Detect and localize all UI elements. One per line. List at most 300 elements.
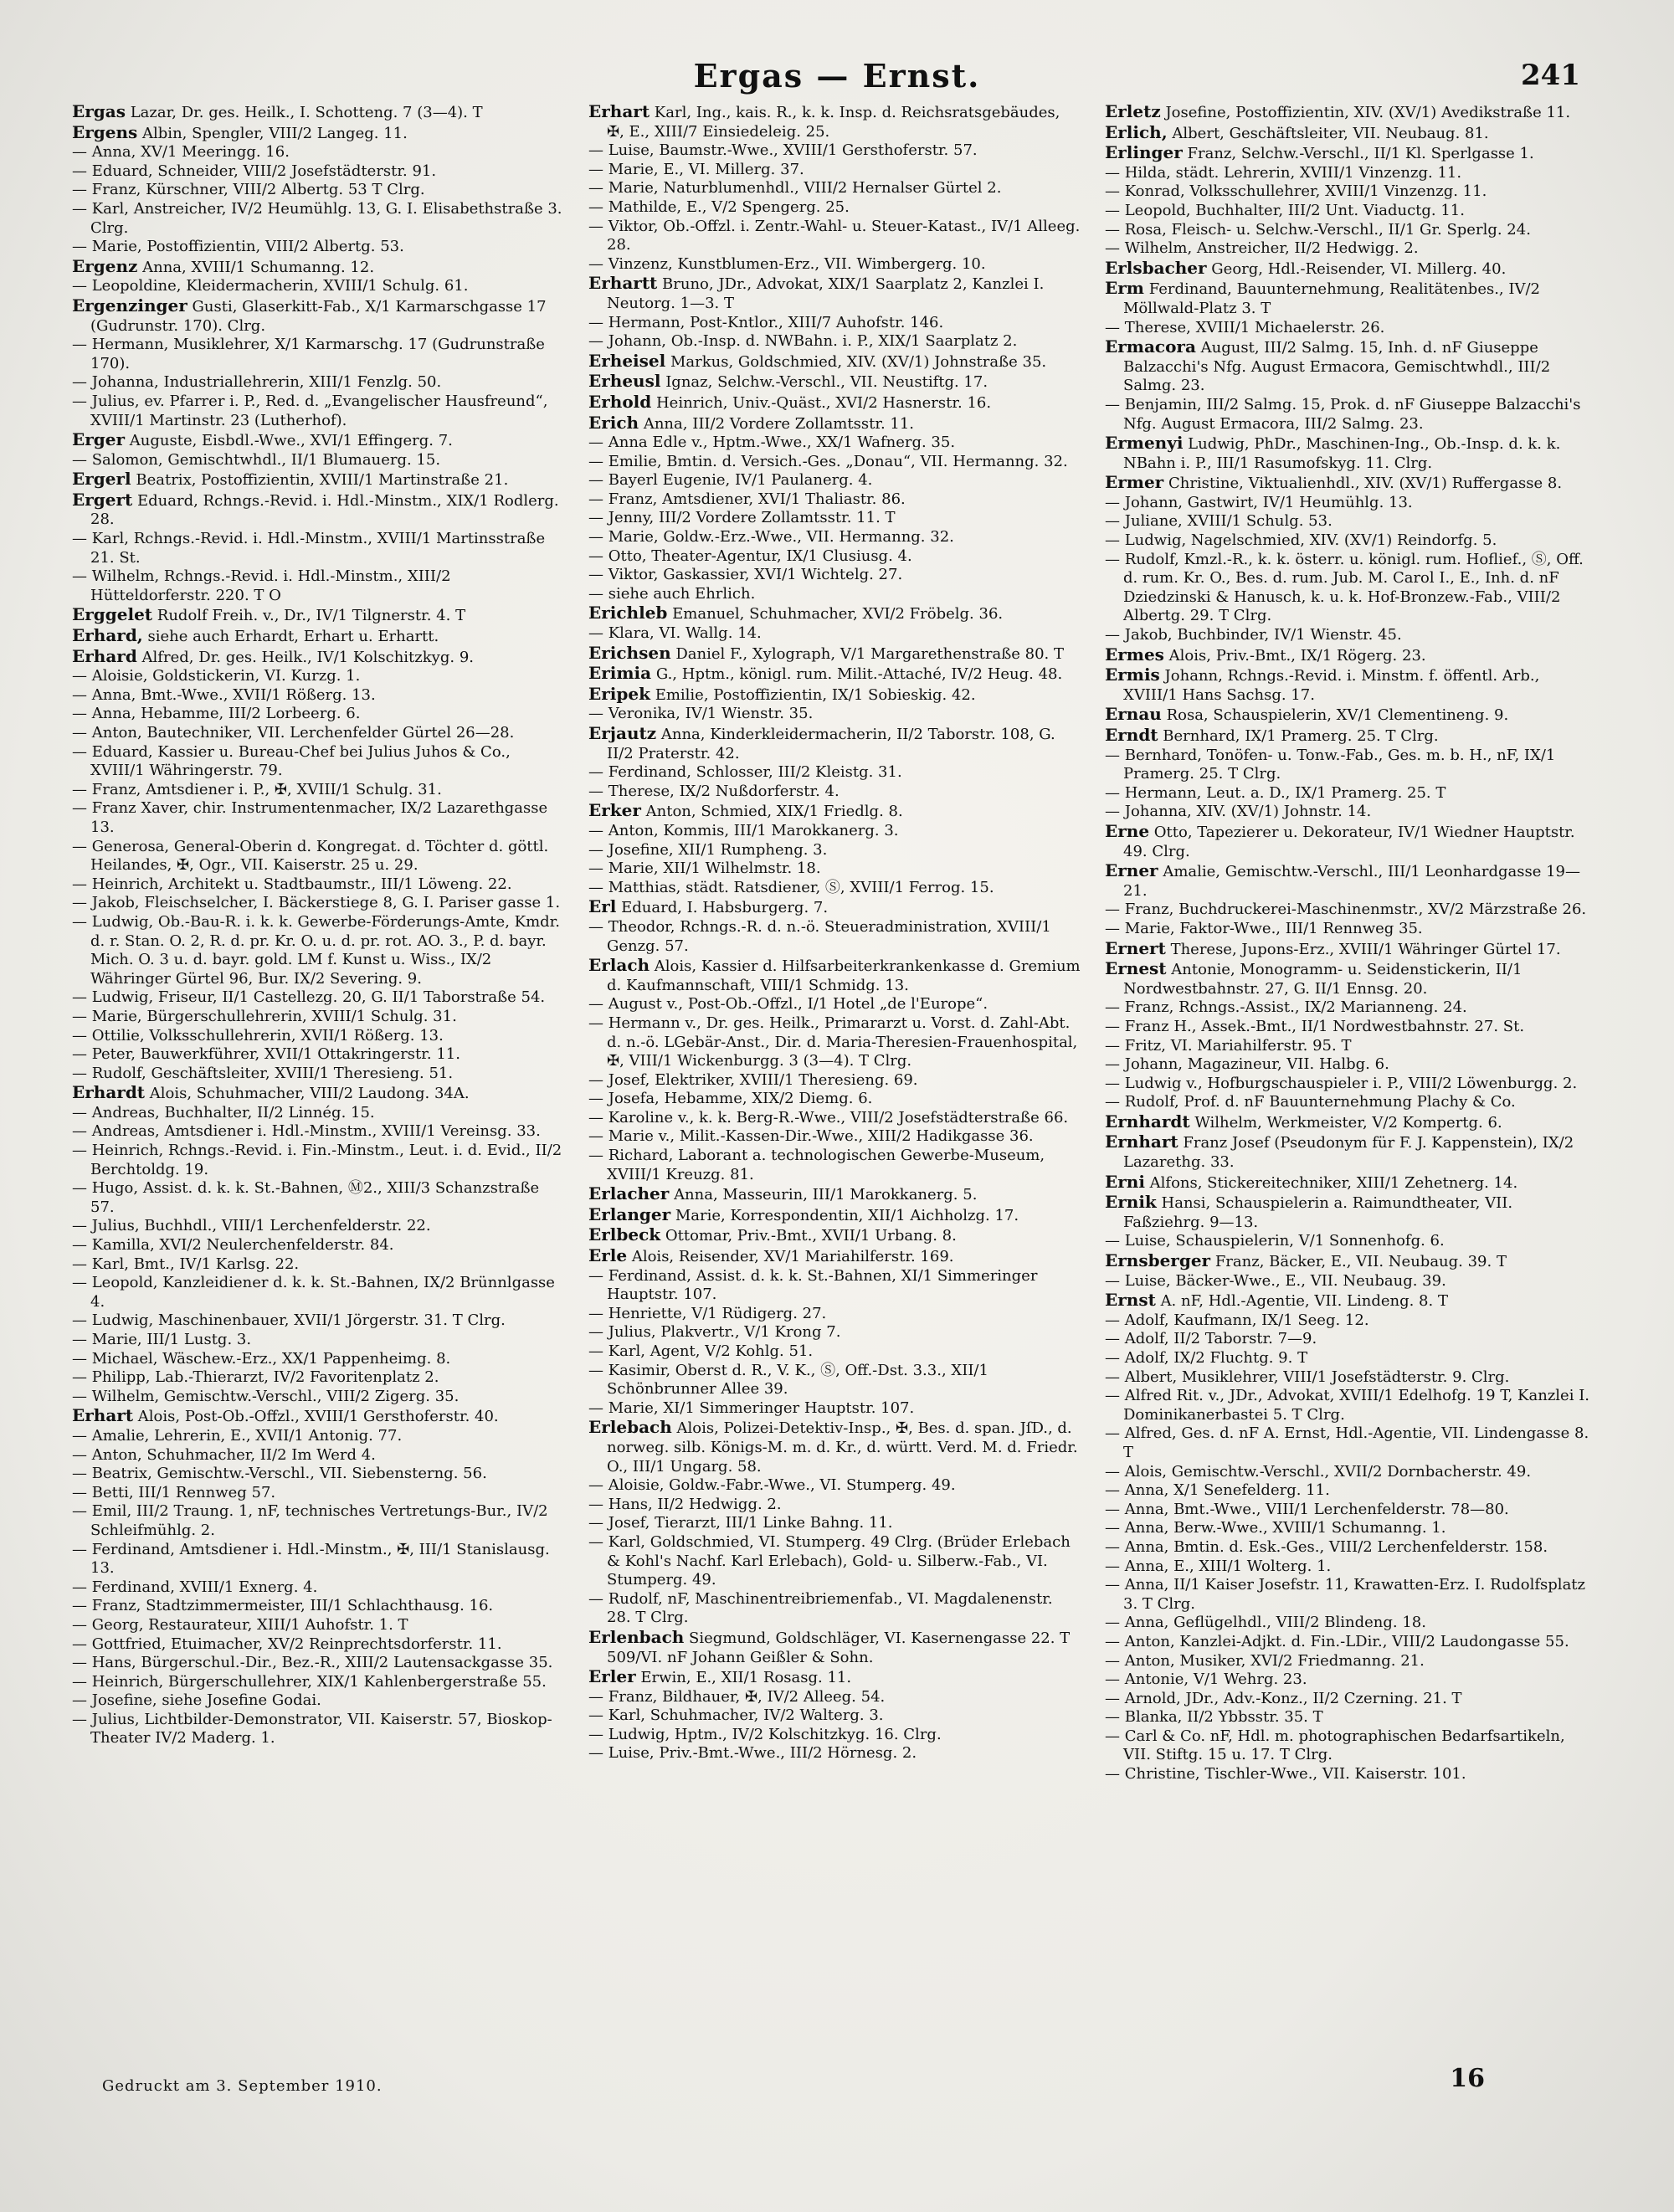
entry-text: — Hugo, Assist. d. k. k. St.-Bahnen, Ⓜ2., XIII/3 Schanzstraße 57. <box>72 1179 540 1216</box>
entry-text: August, III/2 Salmg. 15, Inh. d. nF Giuseppe Balzacchi's Nfg. August Ermacora, Gemischtwhdl., III/2 Salmg. 23. <box>1123 339 1551 395</box>
entry-text: — Johanna, XIV. (XV/1) Johnstr. 14. <box>1105 803 1372 821</box>
directory-entry <box>1105 221 1597 240</box>
entry-text: Albin, Spengler, VIII/2 Langeg. 11. <box>142 124 408 142</box>
directory-entry <box>1105 1501 1597 1520</box>
entry-text: — Philipp, Lab.-Thierarzt, IV/2 Favoritenplatz 2. <box>72 1368 439 1387</box>
entry-text: — Anton, Bautechniker, VII. Lerchenfelder Gürtel 26—28. <box>72 724 515 742</box>
directory-entry <box>588 664 1081 685</box>
entry-text: — Leopold, Kanzleidiener d. k. k. St.-Bahnen, IX/2 Brünnlgasse 4. <box>72 1274 555 1311</box>
entry-surname: Erhard, <box>72 625 143 646</box>
entry-text: — Jenny, III/2 Vordere Zollamtsstr. 11. T <box>588 509 896 527</box>
entry-surname: Erimia <box>588 663 652 684</box>
entry-surname: Ernhart <box>1105 1132 1178 1152</box>
entry-surname: Erlach <box>588 955 650 976</box>
entry-text: G., Hptm., königl. rum. Milit.-Attaché, IV/2 Heug. 48. <box>655 665 1063 684</box>
directory-entry <box>1105 1272 1597 1291</box>
directory-entry <box>1105 1690 1597 1709</box>
directory-entry <box>588 705 1081 724</box>
directory-entry <box>588 161 1081 180</box>
directory-entry <box>588 1628 1081 1667</box>
entry-surname: Erle <box>588 1245 628 1266</box>
entry-text: — Franz, Amtsdiener, XVI/1 Thaliastr. 86. <box>588 490 906 508</box>
entry-text: — Alfred, Ges. d. nF A. Ernst, Hdl.-Agentie, VII. Lindengasse 8. T <box>1105 1424 1589 1461</box>
entry-text: A. nF, Hdl.-Agentie, VII. Lindeng. 8. T <box>1160 1292 1448 1311</box>
entry-text: — Johann, Gastwirt, IV/1 Heumühlg. 13. <box>1105 493 1413 511</box>
directory-entry <box>72 1388 564 1407</box>
entry-text: — Ludwig v., Hofburgschauspieler i. P., VIII/2 Löwenburgg. 2. <box>1105 1074 1578 1092</box>
entry-text: — Ferdinand, Schlosser, III/2 Kleistg. 31. <box>588 763 902 782</box>
entry-text: — Otto, Theater-Agentur, IX/1 Clusiusg. 4. <box>588 547 912 565</box>
directory-entry <box>1105 1765 1597 1784</box>
directory-entry <box>588 603 1081 624</box>
directory-entry <box>72 1427 564 1446</box>
directory-entry <box>1105 473 1597 494</box>
directory-entry <box>588 566 1081 585</box>
directory-entry <box>588 585 1081 604</box>
entry-text: — Eduard, Kassier u. Bureau-Chef bei Julius Juhos & Co., XVIII/1 Währingerstr. 79. <box>72 742 511 780</box>
entry-text: — Josef, Tierarzt, III/1 Linke Bahng. 11. <box>588 1514 893 1532</box>
directory-entry <box>72 143 564 162</box>
entry-text: — Bernhard, Tonöfen- u. Tonw.-Fab., Ges. m. b. H., nF, IX/1 Pramerg. 25. T Clrg. <box>1105 746 1556 783</box>
entry-text: — Alfred Rit. v., JDr., Advokat, XVIII/1 Edelhofg. 19 T, Kanzlei I. Dominikanerbastei 5. T Clrg. <box>1105 1387 1590 1424</box>
entry-surname: Ernert <box>1105 937 1166 958</box>
entry-text: — Ludwig, Friseur, II/1 Castellezg. 20, G. II/1 Taborstraße 54. <box>72 988 546 1007</box>
entry-text: Hansi, Schauspielerin a. Raimundtheater, VII. Faßziehrg. 9—13. <box>1123 1194 1513 1231</box>
directory-entry <box>72 1711 564 1748</box>
directory-entry <box>72 530 564 567</box>
entry-text: — August v., Post-Ob.-Offzl., I/1 Hotel „de l'Europe“. <box>588 995 988 1014</box>
entry-text: — Adolf, II/2 Taborstr. 7—9. <box>1105 1330 1317 1348</box>
entry-text: — Rudolf, nF, Maschinentreibriemenfab., VI. Magdalenenstr. 28. T Clrg. <box>588 1589 1053 1627</box>
directory-entry <box>588 1090 1081 1109</box>
entry-text: Alfons, Stickereitechniker, XIII/1 Zehetnerg. 14. <box>1149 1173 1518 1192</box>
directory-entry <box>72 1465 564 1484</box>
sheet-number: 16 <box>1450 2064 1485 2093</box>
directory-entry <box>588 783 1081 802</box>
directory-entry <box>1105 551 1597 626</box>
entry-text: — Therese, IX/2 Nußdorferstr. 4. <box>588 782 840 800</box>
entry-text: — Anna, Bmt.-Wwe., VIII/1 Lerchenfelderstr. 78—80. <box>1105 1500 1509 1518</box>
directory-entry <box>1105 1037 1597 1056</box>
entry-text: — Wilhelm, Gemischtw.-Verschl., VIII/2 Zigerg. 35. <box>72 1387 460 1405</box>
directory-entry <box>588 1342 1081 1362</box>
entry-text: — Luise, Baumstr.-Wwe., XVIII/1 Gersthoferstr. 57. <box>588 141 978 160</box>
directory-entry <box>588 1476 1081 1496</box>
directory-entry <box>1105 1349 1597 1368</box>
directory-entry <box>72 705 564 724</box>
directory-entry <box>72 238 564 257</box>
directory-entry <box>1105 494 1597 513</box>
directory-entry <box>1105 531 1597 551</box>
directory-entry <box>72 743 564 781</box>
entry-text: — Marie, Bürgerschullehrerin, XVIII/1 Schulg. 31. <box>72 1007 457 1025</box>
entry-surname: Erheisel <box>588 350 666 371</box>
entry-surname: Ernsberger <box>1105 1250 1211 1271</box>
entry-text: — Franz, Bildhauer, ✠, IV/2 Alleeg. 54. <box>588 1687 886 1706</box>
directory-entry <box>1105 1538 1597 1558</box>
entry-text: — Franz Xaver, chir. Instrumentenmacher, IX/2 Lazarethgasse 13. <box>72 799 548 836</box>
entry-surname: Erlich, <box>1105 121 1168 142</box>
directory-entry <box>72 1654 564 1673</box>
directory-entry <box>588 255 1081 275</box>
directory-entry <box>588 198 1081 218</box>
entry-text: — Marie v., Milit.-Kassen-Dir.-Wwe., XIII/2 Hadikgasse 36. <box>588 1127 1034 1146</box>
entry-text: — Luise, Bäcker-Wwe., E., VII. Neubaug. 39. <box>1105 1271 1446 1290</box>
entry-text: — Johann, Magazineur, VII. Halbg. 6. <box>1105 1055 1389 1074</box>
entry-text: — Karl, Anstreicher, IV/2 Heumühlg. 13, G. I. Elisabethstraße 3. Clrg. <box>72 199 562 237</box>
directory-entry <box>588 102 1081 141</box>
entry-surname: Ermenyi <box>1105 433 1184 454</box>
entry-text: — Johann, Ob.-Insp. d. NWBahn. i. P., XIX/1 Saarplatz 2. <box>588 332 1018 351</box>
entry-text: Alois, Polizei-Detektiv-Insp., ✠, Bes. d. span. JſD., d. norweg. silb. Königs-M. m. d. Kr., d. württ. Verd. M. d. Friedr. O., III/1 Ungarg. 58. <box>607 1419 1078 1476</box>
entry-surname: Erhartt <box>588 273 658 294</box>
directory-columns <box>72 102 1597 2094</box>
directory-entry <box>72 626 564 647</box>
entry-surname: Erich <box>588 412 639 433</box>
entry-text: Daniel F., Xylograph, V/1 Margarethenstraße 80. T <box>675 644 1064 663</box>
directory-entry <box>72 490 564 530</box>
entry-surname: Erichleb <box>588 603 668 624</box>
entry-text: — siehe auch Ehrlich. <box>588 584 756 603</box>
directory-entry <box>72 102 564 123</box>
entry-text: — Karl, Schuhmacher, IV/2 Walterg. 3. <box>588 1706 884 1725</box>
entry-text: Alois, Schuhmacher, VIII/2 Laudong. 34A. <box>149 1085 470 1103</box>
directory-entry <box>1105 705 1597 726</box>
entry-text: — Klara, VI. Wallg. 14. <box>588 624 762 643</box>
entry-text: — Rudolf, Geschäftsleiter, XVIII/1 Theresieng. 51. <box>72 1064 454 1082</box>
entry-text: — Luise, Schauspielerin, V/1 Sonnenhofg. 6. <box>1105 1232 1445 1250</box>
entry-surname: Ermis <box>1105 665 1160 685</box>
entry-text: Anna, Masseurin, III/1 Marokkanerg. 5. <box>674 1186 978 1204</box>
entry-text: — Rudolf, Kmzl.-R., k. k. österr. u. königl. rum. Hoflief., Ⓢ, Off. d. rum. Kr. O., Bes. d. rum. Jub. M. Carol I., E., Inh. d. nF Dziedzinski & Hanusch, k. u. k. Hof-Bronzew.-Fab., VIII/2 Albertg. 29. T Clrg. <box>1105 550 1584 625</box>
entry-text: — Juliane, XVIII/1 Schulg. 53. <box>1105 512 1333 531</box>
entry-text: — Alois, Gemischtw.-Verschl., XVII/2 Dornbacherstr. 49. <box>1105 1462 1532 1481</box>
entry-surname: Erheusl <box>588 371 661 392</box>
entry-surname: Erker <box>588 800 641 821</box>
directory-entry <box>1105 1671 1597 1690</box>
directory-entry <box>1105 645 1597 666</box>
entry-text: — Ludwig, Nagelschmied, XIV. (XV/1) Reindorfg. 5. <box>1105 531 1497 550</box>
entry-surname: Erl <box>588 896 617 917</box>
directory-entry <box>1105 164 1597 183</box>
entry-text: — Therese, XVIII/1 Michaelerstr. 26. <box>1105 318 1385 336</box>
page-number: 241 <box>1521 59 1580 92</box>
entry-surname: Ergerl <box>72 469 131 490</box>
directory-entry <box>72 1616 564 1635</box>
directory-entry <box>588 1205 1081 1226</box>
entry-surname: Erlacher <box>588 1183 670 1204</box>
entry-text: — Hermann, Leut. a. D., IX/1 Pramerg. 25. T <box>1105 783 1446 802</box>
entry-surname: Ermer <box>1105 472 1164 493</box>
directory-entry <box>72 647 564 668</box>
entry-text: — Blanka, II/2 Ybbsstr. 35. T <box>1105 1708 1323 1727</box>
directory-entry <box>588 1726 1081 1745</box>
entry-text: Ignaz, Selchw.-Verschl., VII. Neustiftg. 17. <box>665 373 988 392</box>
entry-text: Alois, Post-Ob.-Offzl., XVIII/1 Gersthoferstr. 40. <box>137 1408 499 1426</box>
entry-text: Ludwig, PhDr., Maschinen-Ing., Ob.-Insp. d. k. k. NBahn i. P., III/1 Rasumofskyg. 11. Clrg. <box>1123 435 1561 472</box>
entry-surname: Eripek <box>588 683 650 704</box>
directory-entry <box>1105 1633 1597 1652</box>
entry-text: — Anton, Musiker, XVI/2 Friedmanng. 21. <box>1105 1651 1425 1670</box>
print-date-note: Gedruckt am 3. September 1910. <box>102 2077 383 2095</box>
entry-text: — Bayerl Eugenie, IV/1 Paulanerg. 4. <box>588 471 873 490</box>
entry-surname: Erletz <box>1105 102 1161 121</box>
entry-text: — Jakob, Buchbinder, IV/1 Wienstr. 45. <box>1105 626 1402 644</box>
directory-entry <box>588 372 1081 393</box>
directory-entry <box>588 179 1081 198</box>
entry-text: — Anna, Geflügelhdl., VIII/2 Blindeng. 18. <box>1105 1614 1426 1632</box>
entry-text: Rudolf Freih. v., Dr., IV/1 Tilgnerstr. 4. T <box>157 607 466 625</box>
entry-surname: Erichsen <box>588 642 671 663</box>
column-left <box>72 102 564 2094</box>
directory-entry <box>1105 143 1597 164</box>
entry-text: Anton, Schmied, XIX/1 Friedlg. 8. <box>645 803 903 821</box>
directory-entry <box>588 644 1081 665</box>
entry-surname: Erggelet <box>72 604 153 625</box>
entry-text: — Albert, Musiklehrer, VIII/1 Josefstädterstr. 9. Clrg. <box>1105 1368 1510 1386</box>
entry-text: Otto, Tapezierer u. Dekorateur, IV/1 Wiedner Hauptstr. 49. Clrg. <box>1123 823 1575 860</box>
directory-entry <box>1105 959 1597 998</box>
directory-entry <box>72 1274 564 1311</box>
entry-text: — Rudolf, Prof. d. nF Bauunternehmung Plachy & Co. <box>1105 1093 1516 1111</box>
entry-text: Alois, Reisender, XV/1 Mariahilferstr. 169. <box>631 1248 954 1266</box>
directory-entry <box>72 894 564 913</box>
entry-text: — Andreas, Buchhalter, II/2 Linnég. 15. <box>72 1103 375 1121</box>
entry-text: Eduard, I. Habsburgerg. 7. <box>621 899 829 917</box>
entry-text: — Carl & Co. nF, Hdl. m. photographischen Bedarfsartikeln, VII. Stiftg. 15 u. 17. T Clrg. <box>1105 1727 1565 1764</box>
directory-entry <box>1105 202 1597 221</box>
directory-entry <box>1105 939 1597 960</box>
entry-surname: Ergert <box>72 489 133 510</box>
directory-entry <box>588 918 1081 956</box>
entry-text: Ottomar, Priv.-Bmt., XVII/1 Urbang. 8. <box>665 1227 957 1245</box>
entry-text: — Heinrich, Bürgerschullehrer, XIX/1 Kahlenbergerstraße 55. <box>72 1672 547 1691</box>
entry-surname: Ernst <box>1105 1290 1156 1311</box>
entry-text: Antonie, Monogramm- u. Seidenstickerin, II/1 Nordwestbahnstr. 27, G. II/1 Ennsg. 20. <box>1123 961 1523 998</box>
directory-entry <box>72 1217 564 1236</box>
entry-text: Markus, Goldschmied, XIV. (XV/1) Johnstraße 35. <box>670 352 1047 371</box>
directory-entry <box>1105 1018 1597 1037</box>
entry-text: Georg, Hdl.-Reisender, VI. Millerg. 40. <box>1211 259 1507 278</box>
directory-entry <box>588 1109 1081 1128</box>
directory-entry <box>1105 1112 1597 1133</box>
directory-entry <box>72 451 564 470</box>
entry-surname: Erlbeck <box>588 1224 661 1245</box>
entry-text: Franz, Selchw.-Verschl., II/1 Kl. Sperlgasse 1. <box>1187 145 1534 163</box>
directory-entry <box>1105 1481 1597 1501</box>
entry-surname: Erner <box>1105 860 1158 881</box>
entry-text: — Marie, XI/1 Simmeringer Hauptstr. 107. <box>588 1399 915 1417</box>
directory-entry <box>1105 1652 1597 1671</box>
entry-surname: Ernest <box>1105 958 1167 979</box>
entry-text: — Theodor, Rchngs.-R. d. n.-ö. Steueradministration, XVIII/1 Genzg. 57. <box>588 917 1051 955</box>
directory-entry <box>72 1104 564 1123</box>
directory-entry <box>1105 1519 1597 1538</box>
entry-text: — Hans, II/2 Hedwigg. 2. <box>588 1495 782 1513</box>
directory-entry <box>588 763 1081 783</box>
directory-entry <box>72 277 564 296</box>
entry-text: — Generosa, General-Oberin d. Kongregat. d. Töchter d. göttl. Heilandes, ✠, Ogr., VII. Kaiserstr. 25 u. 29. <box>72 837 549 875</box>
directory-entry <box>588 1246 1081 1267</box>
directory-entry <box>1105 803 1597 822</box>
entry-text: — Viktor, Gaskassier, XVI/1 Wichtelg. 27. <box>588 566 903 584</box>
entry-text: — Georg, Restaurateur, XIII/1 Auhofstr. 1. T <box>72 1615 408 1634</box>
entry-text: — Hermann, Post-Kntlor., XIII/7 Auhofstr. 146. <box>588 313 944 331</box>
entry-text: — Amalie, Lehrerin, E., XVII/1 Antonig. 77. <box>72 1426 403 1445</box>
entry-text: Beatrix, Postoffizientin, XVIII/1 Martinstraße 21. <box>136 471 509 490</box>
entry-text: Wilhelm, Werkmeister, V/2 Kompertg. 6. <box>1194 1113 1502 1132</box>
directory-entry <box>588 1744 1081 1763</box>
directory-entry <box>1105 747 1597 784</box>
entry-surname: Erhold <box>588 391 652 412</box>
directory-entry <box>1105 337 1597 396</box>
entry-surname: Erlsbacher <box>1105 257 1207 278</box>
directory-entry <box>72 1673 564 1692</box>
directory-entry <box>72 799 564 837</box>
directory-entry <box>1105 1173 1597 1193</box>
entry-text: — Franz, Amtsdiener i. P., ✠, XVIII/1 Schulg. 31. <box>72 780 442 798</box>
entry-text: — Marie, Goldw.-Erz.-Wwe., VII. Hermanng. 32. <box>588 528 954 547</box>
directory-entry <box>72 686 564 706</box>
directory-entry <box>72 1255 564 1275</box>
entry-text: — Benjamin, III/2 Salmg. 15, Prok. d. nF Giuseppe Balzacchi's Nfg. August Ermacora, III/2 Salmg. 23. <box>1105 395 1581 433</box>
directory-entry <box>588 274 1081 313</box>
directory-entry <box>1105 901 1597 920</box>
entry-text: — Marie, Naturblumenhdl., VIII/2 Hernalser Gürtel 2. <box>588 179 1002 198</box>
directory-entry <box>72 1446 564 1465</box>
directory-entry <box>1105 1291 1597 1311</box>
entry-text: — Karl, Bmt., IV/1 Karlsg. 22. <box>72 1255 300 1273</box>
directory-entry <box>72 1311 564 1331</box>
directory-entry <box>588 413 1081 434</box>
directory-entry <box>1105 1093 1597 1112</box>
directory-entry <box>588 822 1081 841</box>
directory-entry <box>72 1008 564 1027</box>
directory-entry <box>1105 1311 1597 1331</box>
entry-text: — Matthias, städt. Ratsdiener, Ⓢ, XVIII/1 Ferrog. 15. <box>588 878 994 896</box>
entry-text: — Ferdinand, XVIII/1 Exnerg. 4. <box>72 1578 318 1596</box>
entry-text: — Richard, Laborant a. technologischen Gewerbe-Museum, XVIII/1 Kreuzg. 81. <box>588 1147 1045 1183</box>
entry-text: — Anna, Bmt.-Wwe., XVII/1 Rößerg. 13. <box>72 685 376 704</box>
directory-entry <box>1105 822 1597 861</box>
entry-text: Bernhard, IX/1 Pramerg. 25. T Clrg. <box>1163 727 1439 745</box>
directory-entry <box>1105 1576 1597 1614</box>
entry-text: — Anna, Berw.-Wwe., XVIII/1 Schumanng. 1. <box>1105 1519 1446 1537</box>
entry-text: Emilie, Postoffizientin, IX/1 Sobieskig. 42. <box>655 685 976 704</box>
directory-entry <box>588 841 1081 860</box>
entry-surname: Ernik <box>1105 1192 1157 1213</box>
directory-entry <box>1105 998 1597 1018</box>
directory-entry <box>72 200 564 238</box>
entry-text: — Betti, III/1 Rennweg 57. <box>72 1483 276 1501</box>
directory-entry <box>72 1083 564 1104</box>
directory-entry <box>1105 102 1597 123</box>
entry-surname: Ergas <box>72 102 126 121</box>
entry-text: — Marie, III/1 Lustg. 3. <box>72 1331 252 1348</box>
directory-entry <box>588 624 1081 644</box>
entry-text: Alfred, Dr. ges. Heilk., IV/1 Kolschitzkyg. 9. <box>141 648 474 666</box>
directory-entry <box>1105 123 1597 144</box>
directory-entry <box>1105 1463 1597 1482</box>
entry-text: — Ferdinand, Assist. d. k. k. St.-Bahnen, XI/1 Simmeringer Hauptstr. 107. <box>588 1266 1038 1304</box>
directory-entry <box>1105 1387 1597 1424</box>
directory-entry <box>72 605 564 626</box>
directory-entry <box>1105 259 1597 280</box>
directory-entry <box>72 781 564 800</box>
entry-surname: Erndt <box>1105 725 1158 745</box>
entry-text: — Marie, XII/1 Wilhelmstr. 18. <box>588 860 821 878</box>
entry-text: — Kamilla, XVI/2 Neulerchenfelderstr. 84. <box>72 1236 394 1255</box>
directory-entry <box>1105 182 1597 202</box>
directory-entry <box>1105 1193 1597 1232</box>
directory-entry <box>1105 1708 1597 1727</box>
entry-text: Christine, Viktualienhdl., XIV. (XV/1) Ruffergasse 8. <box>1168 475 1563 493</box>
directory-entry <box>588 509 1081 528</box>
directory-entry <box>588 956 1081 995</box>
directory-entry <box>588 801 1081 822</box>
directory-entry <box>72 1635 564 1655</box>
directory-entry <box>588 897 1081 918</box>
entry-text: Josefine, Postoffizientin, XIV. (XV/1) Avedikstraße 11. <box>1165 104 1571 121</box>
entry-text: — Karl, Agent, V/2 Kohlg. 51. <box>588 1342 814 1360</box>
entry-surname: Erlebach <box>588 1417 672 1438</box>
directory-entry <box>1105 1232 1597 1251</box>
entry-text: — Hans, Bürgerschul.-Dir., Bez.-R., XIII/2 Lautensackgasse 35. <box>72 1654 553 1672</box>
directory-entry <box>1105 1727 1597 1765</box>
entry-text: Ferdinand, Bauunternehmung, Realitätenbes., IV/2 Möllwald-Platz 3. T <box>1123 280 1540 317</box>
entry-text: — Heinrich, Architekt u. Stadtbaumstr., III/1 Löweng. 22. <box>72 875 512 893</box>
entry-text: — Marie, Postoffizientin, VIII/2 Albertg. 53. <box>72 238 404 256</box>
entry-text: — Emilie, Bmtin. d. Versich.-Ges. „Donau“, VII. Hermanng. 32. <box>588 452 1068 470</box>
directory-entry <box>588 332 1081 352</box>
entry-text: — Emil, III/2 Traung. 1, nF, technisches Vertretungs-Bur., IV/2 Schleifmühlg. 2. <box>72 1502 548 1539</box>
directory-entry <box>72 838 564 875</box>
entry-text: — Johanna, Industriallehrerin, XIII/1 Fenzlg. 50. <box>72 373 442 392</box>
entry-text: Anna, XVIII/1 Schumanng. 12. <box>142 258 375 276</box>
entry-text: — Beatrix, Gemischtw.-Verschl., VII. Siebensterng. 56. <box>72 1465 487 1483</box>
directory-entry <box>588 1323 1081 1342</box>
directory-entry <box>72 257 564 278</box>
entry-text: — Anna, E., XIII/1 Wolterg. 1. <box>1105 1557 1332 1575</box>
directory-entry <box>72 162 564 182</box>
entry-text: — Anna, XV/1 Meeringg. 16. <box>72 143 290 162</box>
entry-text: — Franz, Stadtzimmermeister, III/1 Schlachthausg. 16. <box>72 1597 494 1615</box>
directory-entry <box>588 1362 1081 1399</box>
entry-text: — Franz, Buchdruckerei-Maschinenmstr., XV/2 Märzstraße 26. <box>1105 901 1587 919</box>
entry-text: — Christine, Tischler-Wwe., VII. Kaiserstr. 101. <box>1105 1765 1466 1783</box>
entry-surname: Erhart <box>72 1405 134 1426</box>
directory-entry <box>72 913 564 988</box>
directory-entry <box>588 1147 1081 1184</box>
directory-entry <box>72 724 564 743</box>
directory-entry <box>588 1184 1081 1205</box>
directory-entry <box>588 218 1081 255</box>
entry-text: — Henriette, V/1 Rüdigerg. 27. <box>588 1304 827 1322</box>
entry-text: Eduard, Rchngs.-Revid. i. Hdl.-Minstm., XIX/1 Rodlerg. 28. <box>90 491 559 529</box>
directory-entry <box>588 1496 1081 1515</box>
directory-entry <box>1105 784 1597 803</box>
entry-surname: Erni <box>1105 1171 1145 1192</box>
entry-surname: Erger <box>72 429 126 450</box>
entry-text: — Julius, Buchhdl., VIII/1 Lerchenfelderstr. 22. <box>72 1217 431 1235</box>
entry-text: — Aloisie, Goldw.-Fabr.-Wwe., VI. Stumperg. 49. <box>588 1476 956 1495</box>
directory-entry <box>1105 239 1597 259</box>
directory-entry <box>72 1122 564 1142</box>
entry-text: Albert, Geschäftsleiter, VII. Neubaug. 81. <box>1172 124 1489 142</box>
directory-entry <box>588 1267 1081 1305</box>
entry-text: — Arnold, JDr., Adv.-Konz., II/2 Czerning. 21. T <box>1105 1689 1462 1707</box>
directory-entry <box>588 141 1081 161</box>
